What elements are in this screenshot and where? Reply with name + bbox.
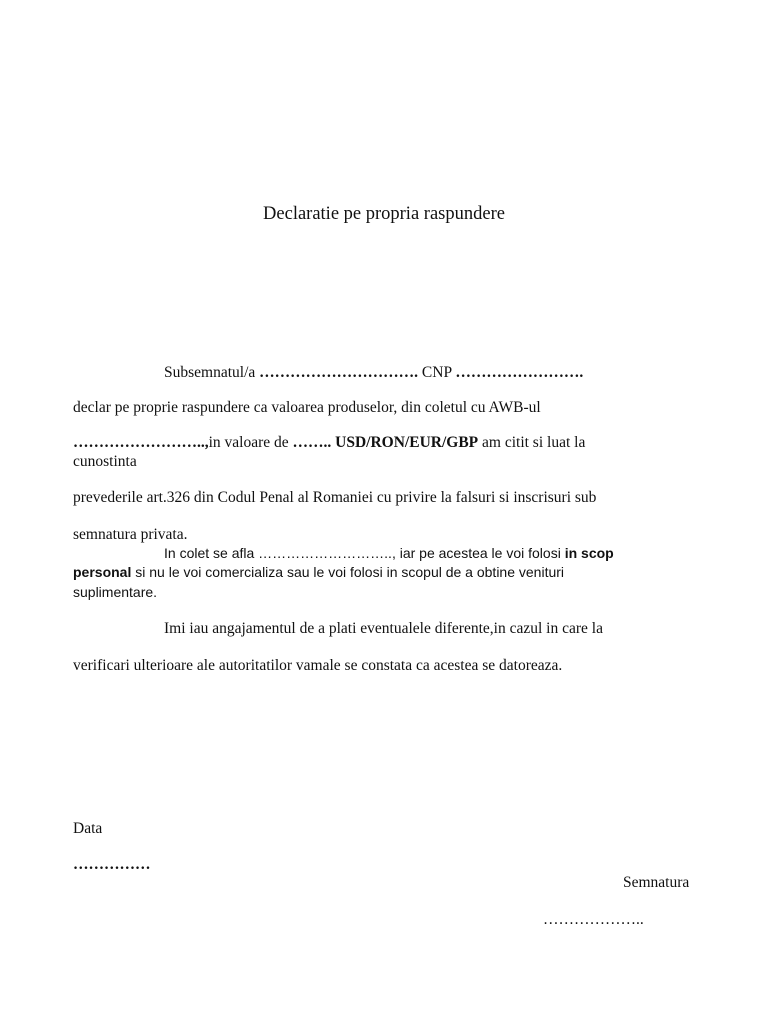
personal-text: personal xyxy=(73,564,132,580)
data-blank: …………… xyxy=(73,856,151,873)
subsemnatul-line xyxy=(164,364,583,382)
name-blank: …………………………. xyxy=(259,364,422,381)
suplimentare-line: suplimentare. xyxy=(73,584,158,600)
awb-blank: …………………….., xyxy=(73,434,209,451)
angajament-line: Imi iau angajamentul de a plati eventualele diferente,in cazul in care la xyxy=(164,620,603,637)
data-label: Data xyxy=(73,820,103,837)
prevederile-line: prevederile art.326 din Codul Penal al Romaniei cu privire la falsuri si inscrisuri sub xyxy=(73,489,597,506)
cnp-label: CNP xyxy=(421,364,452,381)
personal-line xyxy=(73,563,564,581)
awb-line xyxy=(73,434,585,452)
semnatura-privata-line: semnatura privata. xyxy=(73,526,188,543)
in-valoare-text: in valoare de xyxy=(208,434,293,451)
in-scop-text: in scop xyxy=(564,545,614,561)
am-citit-text: am citit si luat la xyxy=(478,434,586,451)
semnatura-label: Semnatura xyxy=(623,874,690,891)
in-colet-line xyxy=(164,544,614,562)
verificari-line: verificari ulterioare ale autoritatilor vamale se constata ca acestea se datoreaza. xyxy=(73,657,563,674)
semnatura-blank: ……………….. xyxy=(543,911,644,928)
currency-blank: …….. USD/RON/EUR/GBP xyxy=(292,434,479,451)
comercializa-text: si nu le voi comercializa sau le voi folosi in scopul de a obtine venituri xyxy=(131,564,565,580)
in-colet-text: In colet se afla ……………………….., iar pe acestea le voi folosi xyxy=(164,545,565,561)
declar-line: declar pe proprie raspundere ca valoarea produselor, din coletul cu AWB-ul xyxy=(73,399,541,416)
document-title: Declaratie pe propria raspundere xyxy=(263,204,505,224)
subsemnatul-label: Subsemnatul/a xyxy=(164,364,256,381)
cunostinta-line: cunostinta xyxy=(73,453,137,470)
cnp-blank: ……………………. xyxy=(455,364,584,381)
